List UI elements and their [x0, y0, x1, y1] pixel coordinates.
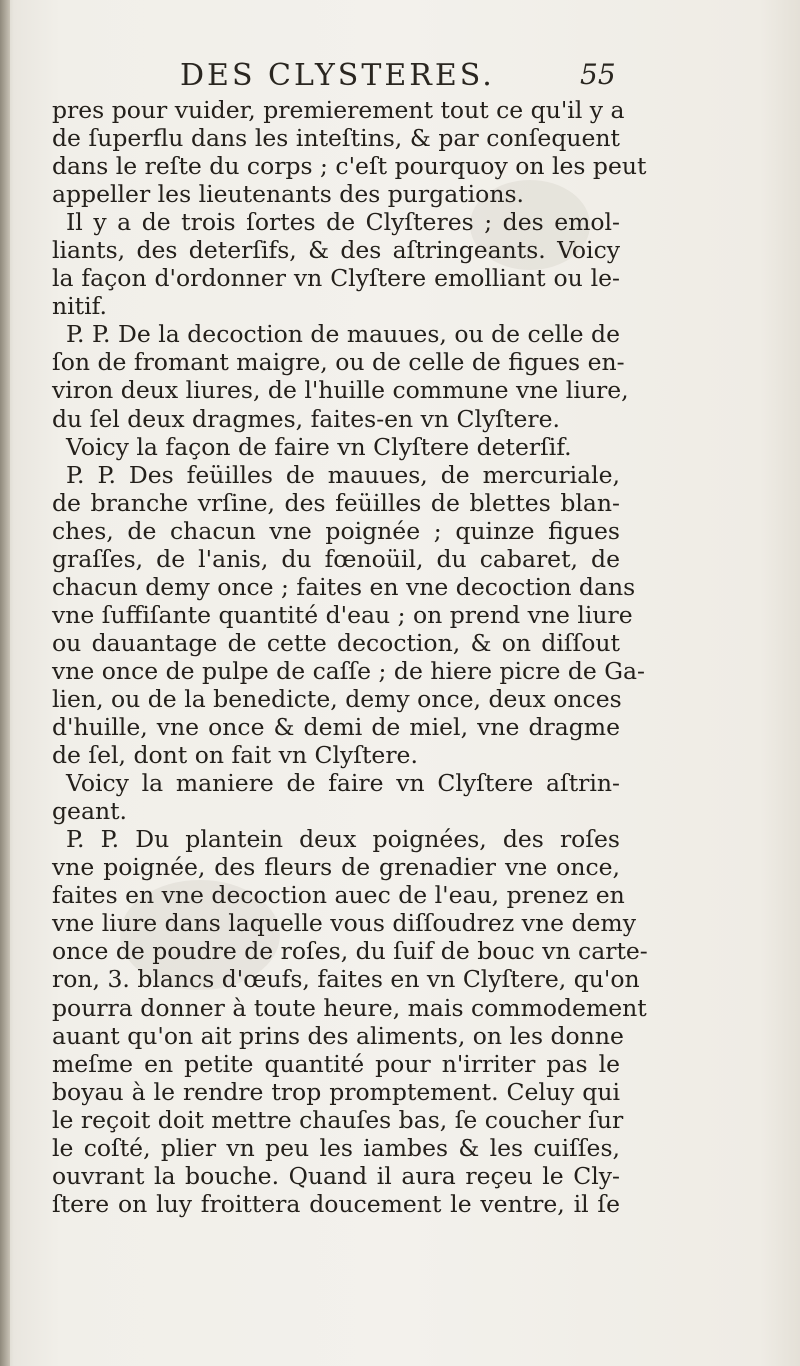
text-line: liants, des deterſifs, & des aſtringeants. Voicy [52, 236, 620, 265]
running-head: DES CLYSTERES. [180, 58, 495, 93]
text-line: le coſté, plier vn peu les iambes & les cuiſſes, [52, 1133, 620, 1162]
text-line: Voicy la maniere de faire vn Clyſtere aſtrin- [66, 769, 620, 798]
text-line: de ſuperflu dans les inteſtins, & par conſequent [52, 124, 620, 153]
text-line: d'huille, vne once & demi de miel, vne dragme [52, 713, 620, 742]
text-line: chacun demy once ; faites en vne decoction dans [52, 572, 636, 601]
text-line: ouvrant la bouche. Quand il aura reçeu le Cly- [52, 1161, 620, 1190]
text-line: faites en vne decoction auec de l'eau, prenez en [52, 881, 625, 910]
text-line: Voicy la façon de faire vn Clyſtere deterſif. [66, 432, 572, 461]
text-line: viron deux liures, de l'huille commune vne liure, [52, 376, 629, 405]
text-line: Il y a de trois ſortes de Clyſteres ; des emol- [66, 208, 620, 237]
text-line: du ſel deux dragmes, faites-en vn Clyſtere. [52, 404, 560, 433]
text-line: la façon d'ordonner vn Clyſtere emolliant ou le- [52, 264, 620, 293]
text-line: geant. [52, 797, 128, 826]
text-line: ſtere on luy froittera doucement le ventre, il ſe [52, 1189, 620, 1218]
text-line: vne ſuffiſante quantité d'eau ; on prend vne liure [52, 600, 633, 629]
text-line: lien, ou de la benedicte, demy once, deux onces [52, 684, 622, 713]
text-line: le reçoit doit mettre chauſes bas, ſe coucher ſur [52, 1105, 624, 1134]
text-line: appeller les lieutenants des purgations. [52, 180, 524, 209]
text-line: auant qu'on ait prins des aliments, on les donne [52, 1021, 624, 1050]
text-line: de branche vrſine, des feüilles de blettes blan- [52, 488, 620, 517]
text-line: graſſes, de l'anis, du fœnoüil, du cabaret, de [52, 544, 620, 573]
text-line: vne once de pulpe de caſſe ; de hiere picre de Ga- [52, 656, 645, 685]
text-line: P. P. Des feüilles de mauues, de mercuriale, [66, 460, 620, 489]
text-line: ches, de chacun vne poignée ; quinze figues [52, 516, 620, 545]
page-binding-edge [0, 0, 10, 1366]
text-line: ſon de fromant maigre, ou de celle de figues en- [52, 348, 625, 377]
text-line: vne poignée, des fleurs de grenadier vne once, [52, 853, 620, 882]
text-line: ou dauantage de cette decoction, & on diſſout [52, 628, 620, 657]
text-line: pres pour vuider, premierement tout ce qu'il y a [52, 96, 625, 124]
page-number: 55 [580, 58, 616, 91]
text-line: nitif. [52, 292, 107, 321]
text-line: dans le reſte du corps ; c'eſt pourquoy on les peut [52, 152, 647, 181]
text-line: vne liure dans laquelle vous diſſoudrez vne demy [52, 909, 636, 938]
text-line: P. P. Du plantein deux poignées, des roſes [66, 825, 620, 854]
text-line: once de poudre de roſes, du ſuif de bouc vn carte- [52, 937, 648, 966]
text-line: boyau à le rendre trop promptement. Celuy qui [52, 1077, 620, 1106]
text-line: meſme en petite quantité pour n'irriter pas le [52, 1049, 620, 1078]
text-line: pourra donner à toute heure, mais commodement [52, 993, 647, 1022]
text-line: ron, 3. blancs d'œufs, faites en vn Clyſtere, qu'on [52, 965, 640, 994]
page-header [0, 58, 800, 98]
text-line: P. P. De la decoction de mauues, ou de celle de [66, 320, 620, 349]
text-line: de ſel, dont on fait vn Clyſtere. [52, 741, 418, 770]
body-text [52, 96, 648, 1218]
